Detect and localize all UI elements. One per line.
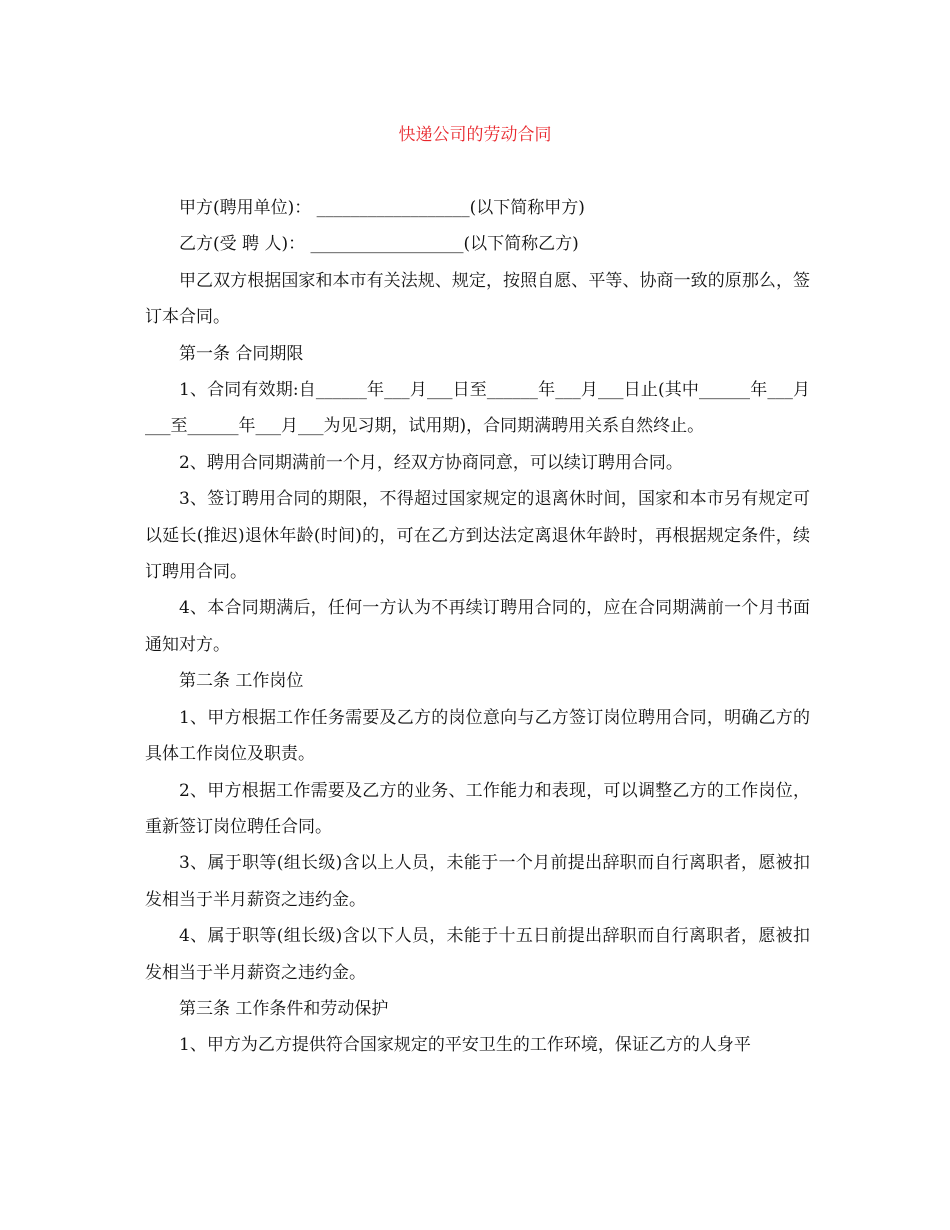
clause-paragraph: 2、聘用合同期满前一个月，经双方协商同意，可以续订聘用合同。 — [179, 452, 683, 473]
article-heading: 第三条 工作条件和劳动保护 — [179, 998, 389, 1019]
preamble-paragraph: 甲乙双方根据国家和本市有关法规、规定，按照自愿、平等、协商一致的原那么，签订本合同。 — [145, 270, 810, 328]
clause-paragraph: 3、签订聘用合同的期限，不得超过国家规定的退离休时间，国家和本市另有规定可以延长(推迟)退休年龄(时间)的，可在乙方到达法定离退休年龄时，再根据规定条件，续订聘用合同。 — [145, 489, 810, 583]
document-body — [145, 190, 810, 1064]
clause-paragraph: 1、合同有效期:自______年___月___日至______年___月___日止(其中______年___月___至______年___月___为见习期，试用期)，合同期满聘用关系自然终止。 — [145, 380, 810, 437]
clause-paragraph: 4、属于职等(组长级)含以下人员，未能于十五日前提出辞职而自行离职者，愿被扣发相当于半月薪资之违约金。 — [145, 926, 810, 983]
clause-paragraph: 3、属于职等(组长级)含以上人员，未能于一个月前提出辞职而自行离职者，愿被扣发相当于半月薪资之违约金。 — [145, 853, 810, 910]
party-b-line: 乙方(受 聘 人)： __________________(以下简称乙方) — [179, 234, 579, 255]
clause-paragraph: 1、甲方为乙方提供符合国家规定的平安卫生的工作环境，保证乙方的人身平 — [179, 1035, 751, 1056]
document-title: 快递公司的劳动合同 — [398, 125, 552, 145]
clause-paragraph: 2、甲方根据工作需要及乙方的业务、工作能力和表现，可以调整乙方的工作岗位，重新签订岗位聘任合同。 — [145, 780, 810, 837]
clause-paragraph: 1、甲方根据工作任务需要及乙方的岗位意向与乙方签订岗位聘用合同，明确乙方的具体工作岗位及职责。 — [145, 707, 810, 765]
article-heading: 第一条 合同期限 — [179, 343, 304, 364]
article-heading: 第二条 工作岗位 — [179, 671, 304, 692]
clause-paragraph: 4、本合同期满后，任何一方认为不再续订聘用合同的，应在合同期满前一个月书面通知对方。 — [145, 598, 810, 655]
party-a-line: 甲方(聘用单位)： __________________(以下简称甲方) — [179, 198, 585, 218]
